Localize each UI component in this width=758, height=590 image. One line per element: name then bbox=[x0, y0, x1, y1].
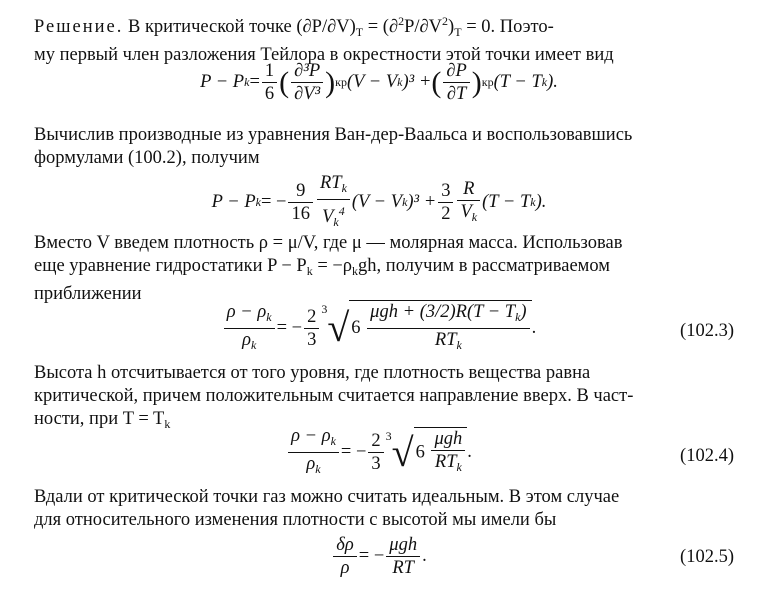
term: ). bbox=[535, 192, 547, 212]
fraction-three-halves bbox=[438, 180, 453, 225]
text-fragment: ности, при T = T bbox=[34, 409, 165, 429]
text-fragment: V bbox=[322, 207, 334, 227]
subscript-kr: кр bbox=[481, 75, 494, 89]
cube-root bbox=[386, 427, 468, 478]
subscript: T bbox=[355, 25, 364, 39]
text-fragment: = (∂ bbox=[363, 17, 399, 37]
subscript: k bbox=[352, 264, 359, 278]
root-index: 3 bbox=[321, 302, 328, 316]
equals-sign: = − bbox=[276, 317, 303, 338]
subscript: k bbox=[471, 209, 478, 224]
numerator: ∂P bbox=[446, 61, 467, 81]
equation-number: (102.4) bbox=[680, 446, 734, 466]
text-line: для относительного изменения плотности с высотой мы имели бы bbox=[34, 510, 557, 530]
numerator: R bbox=[463, 178, 475, 199]
numerator: 1 bbox=[264, 61, 275, 81]
text-fragment: ) bbox=[520, 302, 527, 322]
numerator: ∂³P bbox=[294, 61, 321, 81]
subscript: k bbox=[330, 434, 336, 448]
fraction-rtk-vk4 bbox=[317, 172, 350, 233]
text-line: Вдали от критической точки газ можно считать идеальным. В этом случае bbox=[34, 487, 620, 507]
fraction-relative-density bbox=[333, 534, 356, 579]
text-line: Высота h отсчитывается от того уровня, где плотность вещества равна bbox=[34, 363, 591, 383]
fraction-r-vk bbox=[457, 178, 480, 228]
paragraph-solution-intro bbox=[34, 10, 736, 67]
subscript: k bbox=[341, 181, 347, 195]
superscript: 4 bbox=[338, 204, 345, 218]
term: )³ + bbox=[407, 192, 437, 212]
numerator: 2 bbox=[371, 431, 381, 451]
text-fragment: RT bbox=[434, 452, 457, 472]
equation-102-5 bbox=[0, 534, 758, 579]
subscript: T bbox=[454, 25, 462, 39]
text-fragment: ρ bbox=[306, 454, 316, 474]
text-fragment: ρ bbox=[242, 329, 251, 350]
equation-number: (102.3) bbox=[680, 321, 734, 341]
superscript: 2 bbox=[442, 14, 449, 28]
text-line bbox=[34, 10, 736, 44]
text-line: критической, причем положительным считается направление вверх. В част- bbox=[34, 386, 634, 406]
denominator: 3 bbox=[304, 328, 319, 351]
denominator: 2 bbox=[438, 202, 453, 225]
numerator: 2 bbox=[307, 306, 317, 327]
numerator: μgh bbox=[434, 429, 463, 449]
subscript: k bbox=[402, 195, 408, 209]
term: (V − V bbox=[346, 72, 398, 92]
denominator bbox=[288, 452, 339, 480]
denominator: RT bbox=[386, 556, 420, 579]
fraction-two-thirds bbox=[304, 306, 319, 351]
numerator: μgh bbox=[389, 535, 418, 555]
subscript: k bbox=[164, 417, 171, 431]
text-fragment: ) bbox=[448, 17, 455, 37]
denominator bbox=[367, 328, 529, 356]
text-line: му первый член разложения Тейлора в окрестности этой точки имеет вид bbox=[34, 45, 614, 65]
denominator bbox=[457, 200, 480, 228]
equals-sign: = bbox=[249, 72, 260, 92]
period: . bbox=[422, 546, 427, 566]
subscript-kr: кр bbox=[335, 75, 347, 89]
equals-sign: = − bbox=[358, 546, 385, 566]
text-fragment: μgh + (3/2)R(T − T bbox=[370, 302, 516, 322]
text-fragment: ρ − ρ bbox=[291, 426, 331, 446]
period: . bbox=[531, 317, 537, 338]
text-fragment: gh, получим в рассматриваемом bbox=[358, 256, 610, 276]
paren-open: ( bbox=[431, 65, 442, 99]
numerator bbox=[317, 172, 350, 199]
text-fragment: = 0. Поэто- bbox=[461, 17, 554, 37]
subscript: k bbox=[255, 195, 261, 209]
term: (T − T bbox=[482, 192, 531, 212]
fraction-dp-dt bbox=[443, 60, 469, 105]
radicand bbox=[414, 427, 468, 478]
text-fragment: В критической точке (∂P/∂V) bbox=[123, 17, 356, 37]
denominator: ρ bbox=[333, 556, 356, 579]
fraction-two-thirds bbox=[368, 430, 383, 475]
denominator: 3 bbox=[368, 452, 383, 475]
numerator bbox=[367, 301, 529, 328]
equation-number: (102.5) bbox=[680, 547, 734, 567]
fraction-density-ratio bbox=[224, 301, 275, 356]
subscript: k bbox=[266, 309, 272, 324]
text-fragment: = −ρ bbox=[312, 256, 353, 276]
denominator bbox=[431, 450, 465, 478]
term: (T − T bbox=[493, 72, 542, 92]
text-line: приближении bbox=[34, 284, 142, 304]
subscript: k bbox=[315, 462, 321, 476]
equation-102-4 bbox=[0, 425, 758, 480]
subscript: k bbox=[397, 75, 403, 89]
fraction-density-ratio bbox=[288, 425, 339, 480]
equals-sign: = − bbox=[260, 192, 287, 212]
coefficient: 6 bbox=[415, 442, 425, 463]
paren-close: ) bbox=[325, 65, 336, 99]
cube-root bbox=[321, 300, 531, 356]
paren-close: ) bbox=[471, 65, 482, 99]
denominator: 16 bbox=[288, 202, 313, 225]
equation-taylor-expansion bbox=[0, 60, 758, 105]
text-line: формулами (100.2), получим bbox=[34, 148, 260, 168]
radical-sign: √ bbox=[327, 305, 350, 350]
term: (V − V bbox=[351, 192, 403, 212]
term: ). bbox=[547, 72, 558, 92]
fraction-mugh-rt bbox=[386, 534, 420, 579]
text-fragment: RT bbox=[434, 330, 457, 350]
fraction-one-sixth bbox=[262, 60, 277, 105]
radical-sign: √ bbox=[391, 429, 414, 475]
coefficient: 6 bbox=[351, 317, 361, 338]
term: )³ + bbox=[402, 72, 432, 92]
subscript: k bbox=[244, 75, 250, 89]
fraction-radicand bbox=[431, 428, 465, 478]
radicand bbox=[349, 300, 531, 356]
numerator: δρ bbox=[336, 535, 354, 555]
subscript: k bbox=[250, 337, 257, 352]
superscript: 2 bbox=[398, 14, 405, 28]
paragraph-density bbox=[34, 232, 736, 306]
text-line: Вычислив производные из уравнения Ван-дер-Ваальса и воспользовавшись bbox=[34, 125, 633, 145]
subscript: k bbox=[515, 310, 521, 324]
subscript: k bbox=[456, 460, 462, 474]
denominator bbox=[224, 328, 275, 356]
text-line bbox=[34, 255, 736, 283]
paragraph-ideal-gas bbox=[34, 486, 736, 532]
text-fragment: P/∂V bbox=[404, 17, 443, 37]
subscript: k bbox=[541, 75, 548, 89]
text-line: Вместо V введем плотность ρ = μ/V, где μ — молярная масса. Использовав bbox=[34, 233, 623, 253]
equals-sign: = − bbox=[340, 442, 367, 462]
equation-102-3 bbox=[0, 300, 758, 356]
subscript: k bbox=[456, 338, 462, 352]
fraction-nine-sixteenths bbox=[288, 180, 313, 225]
denominator bbox=[317, 199, 350, 233]
text-fragment: еще уравнение гидростатики P − P bbox=[34, 256, 307, 276]
text-fragment: RT bbox=[319, 173, 342, 193]
eq-lhs: P − P bbox=[211, 192, 256, 212]
text-fragment: ρ − ρ bbox=[226, 301, 267, 322]
period: . bbox=[467, 442, 472, 462]
solution-heading: Решение. bbox=[34, 17, 124, 37]
paragraph-van-der-waals bbox=[34, 124, 736, 170]
denominator: ∂V³ bbox=[291, 82, 323, 105]
root-index: 3 bbox=[385, 429, 392, 443]
subscript: k bbox=[530, 195, 536, 209]
fraction-third-derivative bbox=[291, 60, 323, 105]
denominator: ∂T bbox=[443, 82, 469, 105]
numerator: 3 bbox=[441, 181, 451, 201]
equation-pressure-expansion bbox=[0, 172, 758, 233]
subscript: k bbox=[333, 215, 339, 229]
fraction-radicand bbox=[367, 301, 529, 356]
subscript: k bbox=[306, 264, 313, 278]
numerator bbox=[224, 301, 275, 328]
text-fragment: V bbox=[460, 201, 472, 222]
paren-open: ( bbox=[279, 65, 290, 99]
numerator bbox=[288, 425, 339, 452]
eq-lhs: P − P bbox=[200, 72, 245, 92]
denominator: 6 bbox=[262, 82, 277, 105]
numerator: 9 bbox=[296, 181, 306, 201]
